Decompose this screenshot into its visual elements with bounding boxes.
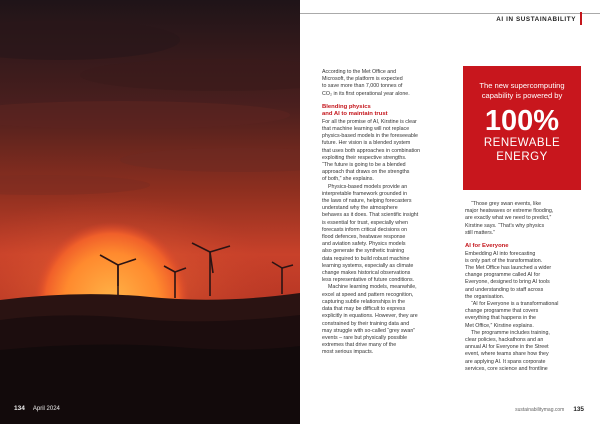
subheading-blending-physics: [322, 104, 457, 119]
text-line: data that may be difficult to express: [322, 306, 406, 313]
text-line: exploiting their respective strengths.: [322, 154, 407, 161]
text-line: annual AI for Everyone in the Street: [465, 344, 549, 351]
text-line: “AI for Everyone is a transformational: [471, 300, 559, 307]
subheading-ai-for-everyone: AI for Everyone: [465, 243, 509, 250]
text-line: event, where teams share how they: [465, 351, 549, 358]
text-line: forecasts inform critical decisions on: [322, 226, 408, 233]
issue-date: April 2024: [32, 406, 60, 412]
text-line: are applying AI. It spans corporate: [465, 358, 546, 365]
text-line: behaves as it does. That scientific insight: [322, 212, 419, 219]
pull-quote-line: The new supercomputing: [479, 81, 565, 90]
text-line: the laws of nature, helping forecasters: [322, 198, 412, 205]
heading-line: Blending physics: [322, 103, 371, 110]
text-line: excel at speed and pattern recognition,: [322, 291, 414, 298]
text-line: interpretable framework grounded in: [322, 190, 408, 197]
text-line: and aviation safety. Physics models: [322, 241, 406, 248]
text-line: understand why the atmosphere: [322, 205, 398, 212]
text-line: Kirstine says. “That’s why physics: [465, 222, 545, 229]
text-line: change programme that covers: [465, 308, 539, 315]
pull-quote-text: [463, 81, 581, 101]
text-line: change programme called AI for: [465, 272, 541, 279]
text-line: flood defences, heatwave response: [322, 234, 406, 241]
text-line: also generate the synthetic training: [322, 248, 405, 255]
paragraph-1: [322, 119, 457, 184]
text-line: For all the promise of AI, Kirstine is clear: [322, 118, 417, 125]
article-column-2: [465, 201, 590, 373]
text-line: The programme includes training,: [471, 329, 550, 336]
text-line: to save more than 7,000 tonnes of: [322, 83, 403, 90]
text-line: that machine learning will not replace: [322, 126, 410, 133]
pull-quote-caption: [463, 137, 581, 164]
text-line: and understanding to staff across: [465, 286, 544, 293]
text-line: Embedding AI into forecasting: [465, 250, 536, 257]
text-line: the organisation.: [465, 293, 505, 300]
text-line: future. Her vision is a blended system: [322, 140, 411, 147]
paragraph-4: [465, 251, 590, 301]
text-line: data required to build robust machine: [322, 255, 410, 262]
quote-paragraph: [465, 201, 590, 237]
pull-quote-line: RENEWABLE: [483, 137, 561, 149]
text-line: Met Office,” Kirstine explains.: [465, 322, 534, 329]
text-line: that uses both approaches in combination: [322, 147, 421, 154]
text-line: physics-based models in the foreseeable: [322, 133, 418, 140]
text-line: is only part of the transformation.: [465, 257, 543, 264]
intro-paragraph: [322, 69, 457, 98]
pull-quote-line: capability is powered by: [481, 91, 563, 100]
paragraph-3: [322, 284, 457, 356]
section-accent-bar: [580, 12, 582, 25]
text-line: events – rare but physically possible: [322, 334, 408, 341]
text-line: Machine learning models, meanwhile,: [328, 284, 417, 291]
text-line: According to the Met Office and: [322, 69, 397, 75]
text-line: “Those grey swan events, like: [471, 201, 542, 207]
text-line: “The future is going to be a blended: [322, 162, 406, 169]
text-line: change makes historical observations: [322, 270, 411, 277]
text-line: Microsoft, the platform is expected: [322, 76, 403, 83]
pull-quote-box: [463, 66, 581, 190]
website-url[interactable]: sustainabilitymag.com: [515, 407, 565, 413]
text-line: still matters.”: [465, 229, 496, 236]
text-line: major heatwaves or extreme flooding,: [465, 208, 554, 215]
text-line: may struggle with so-called “grey swan”: [322, 327, 416, 334]
page-number-right: 135: [573, 406, 584, 413]
text-line: explicitly in equations. However, they are: [322, 313, 418, 320]
article-column-1: [322, 69, 457, 357]
text-line: learning systems, especially as climate: [322, 262, 414, 269]
heading-line: and AI to maintain trust: [322, 111, 388, 118]
text-line: The Met Office has launched a wider: [465, 264, 552, 271]
text-line: Physics-based models provide an: [328, 183, 408, 190]
text-line: are exactly what we need to predict,”: [465, 215, 552, 222]
text-line: CO₂ in its first operational year alone.: [322, 90, 410, 97]
left-page-footer: [14, 405, 60, 412]
page-number-left: 134: [14, 405, 25, 412]
paragraph-5: [465, 301, 590, 330]
pull-quote-line: ENERGY: [496, 150, 548, 163]
text-line: clear policies, hackathons and an: [465, 336, 544, 343]
paragraph-2: [322, 184, 457, 285]
section-title: AI IN SUSTAINABILITY: [496, 16, 576, 23]
text-line: constrained by their training data and: [322, 320, 410, 327]
text-line: capturing subtle relationships in the: [322, 298, 406, 305]
pull-quote-figure: 100%: [484, 105, 560, 137]
text-line: Everyone, designed to bring AI tools: [465, 279, 550, 286]
right-page-footer: [515, 406, 584, 413]
paragraph-6: [465, 330, 590, 373]
text-line: most serious impacts.: [322, 349, 374, 356]
text-line: everything that happens in the: [465, 315, 536, 322]
header-rule: [300, 13, 600, 14]
text-line: approach that draws on the strengths: [322, 169, 410, 176]
text-line: of both,” she explains.: [322, 176, 374, 183]
text-line: less representative of future conditions.: [322, 277, 415, 284]
text-line: services, core science and frontline: [465, 365, 548, 372]
text-line: is essential for trust, especially when: [322, 219, 408, 226]
text-line: extremes that drive many of the: [322, 342, 397, 349]
